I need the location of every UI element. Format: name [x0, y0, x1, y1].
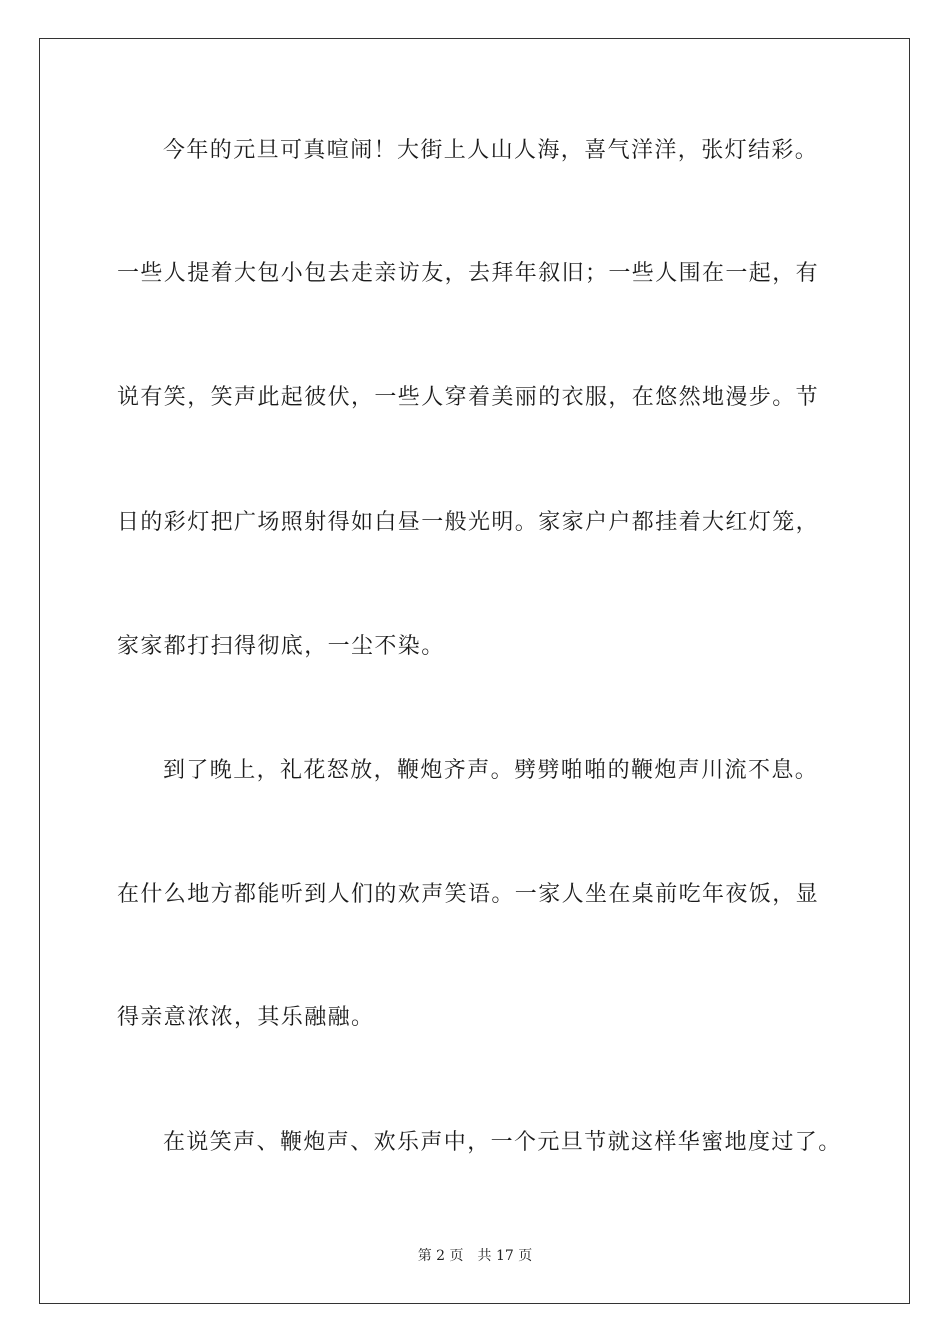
paragraph-1-line-2: 一些人提着大包小包去走亲访友，去拜年叙旧；一些人围在一起，有 [117, 261, 820, 286]
page-total: 共 17 页 [477, 1248, 533, 1264]
paragraph-3-line-1: 在说笑声、鞭炮声、欢乐声中，一个元旦节就这样华蜜地度过了。 [163, 1130, 842, 1155]
page-footer [0, 1246, 950, 1266]
paragraph-1-line-4: 日的彩灯把广场照射得如白昼一般光明。家家户户都挂着大红灯笼， [117, 510, 820, 535]
page-border [39, 38, 910, 1304]
paragraph-1-line-5: 家家都打扫得彻底，一尘不染。 [117, 634, 445, 659]
page-number: 第 2 页 [417, 1248, 464, 1264]
paragraph-2-line-2: 在什么地方都能听到人们的欢声笑语。一家人坐在桌前吃年夜饭，显 [117, 882, 820, 907]
paragraph-1-line-3: 说有笑，笑声此起彼伏，一些人穿着美丽的衣服，在悠然地漫步。节 [117, 385, 820, 410]
paragraph-2-line-1: 到了晚上，礼花怒放，鞭炮齐声。劈劈啪啪的鞭炮声川流不息。 [163, 758, 819, 783]
paragraph-2-line-3: 得亲意浓浓，其乐融融。 [117, 1005, 375, 1030]
paragraph-1-line-1: 今年的元旦可真喧闹！大街上人山人海，喜气洋洋，张灯结彩。 [163, 138, 819, 163]
